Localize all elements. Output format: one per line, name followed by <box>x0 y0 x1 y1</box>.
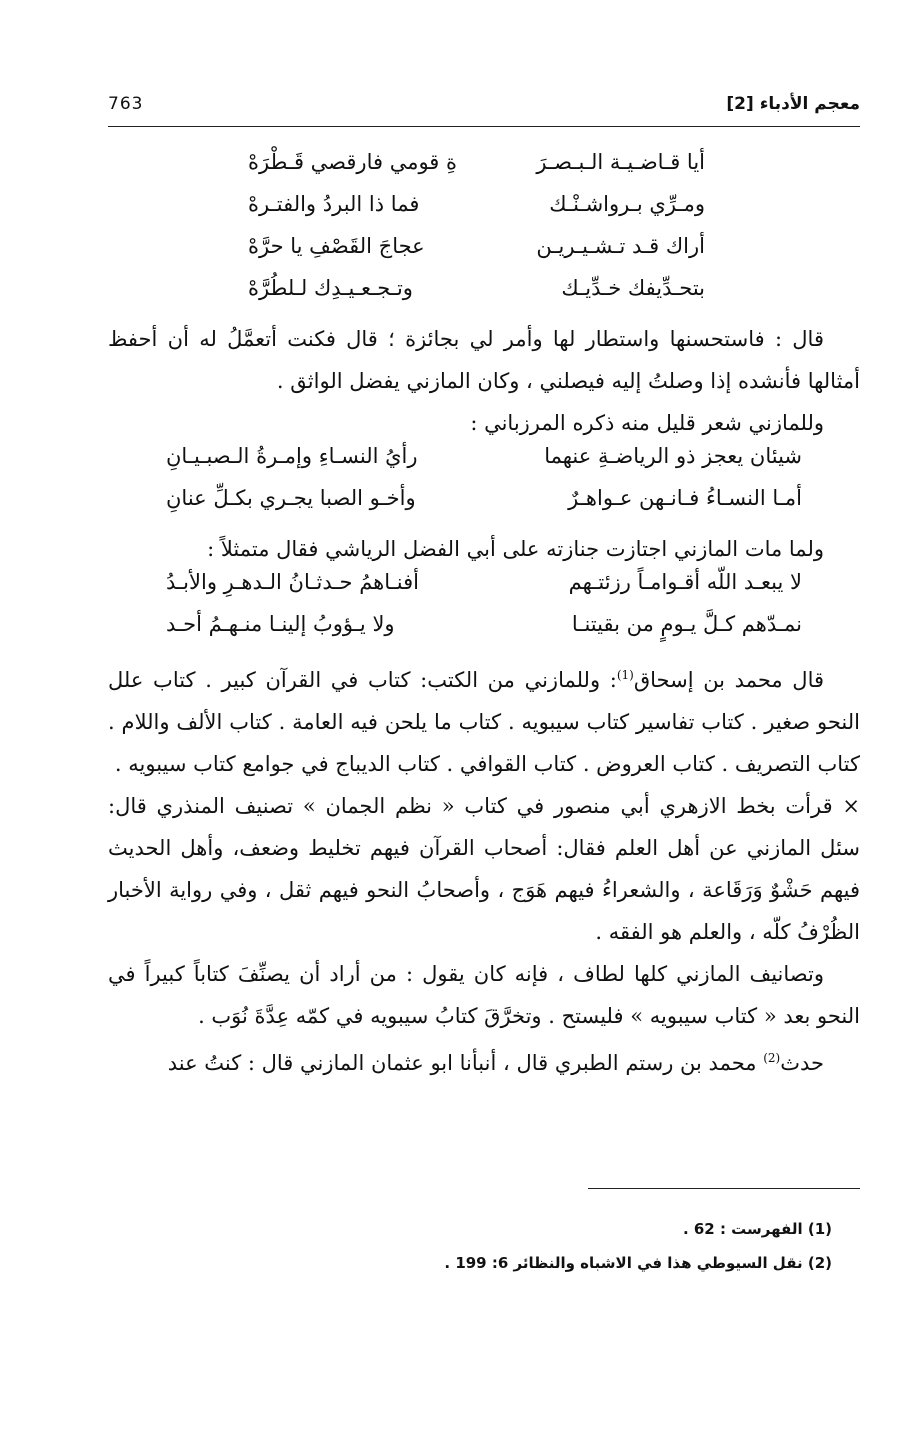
verse-line <box>108 150 860 192</box>
paragraph: قال : فاستحسنها واستطار لها وأمر لي بجائزة ؛ قال فكنت أتعمَّلُ له أن أحفظ أمثالها فأنشده إذا وصلتُ إليه فيصلني ، وكان المازني يفضل الواثق . <box>108 327 860 393</box>
verse-first-hemistich: لا يبعـد اللّه أقـوامـاً رزئتـهم <box>568 570 802 594</box>
poem-block <box>108 570 860 654</box>
verse-line <box>108 612 860 654</box>
footnote: (1) الفهرست : 62 . <box>682 1220 832 1238</box>
verse-second-hemistich: وتـجـعـيـدِك لـلطُرَّهْ <box>248 276 413 300</box>
poem-block <box>108 150 860 318</box>
paragraph: وتصانيف المازني كلها لطاف ، فإنه كان يقول : من أراد أن يصنِّفَ كتاباً كبيراً في النحو بعد « كتاب سيبويه » فليستح . وتخرَّقَ كتابُ سيبويه في كمّه عِدَّةَ نُوَب . <box>108 962 860 1028</box>
footnote: (2) نقل السيوطي هذا في الاشباه والنظائر 6: 199 . <box>444 1254 832 1272</box>
verse-second-hemistich: عجاجَ القَصْفِ يا حرَّهْ <box>248 234 425 258</box>
verse-first-hemistich: بتحـدِّيفك خـدِّيـك <box>561 276 705 300</box>
running-header <box>108 94 860 122</box>
header-divider <box>108 126 860 127</box>
verse-line <box>108 192 860 234</box>
paragraph-text: محمد بن رستم الطبري قال ، أنبأنا ابو عثمان المازني قال : كنتُ عند <box>167 1051 764 1075</box>
verse-first-hemistich: أيا قـاضـيـة الـبـصـرَ <box>536 150 705 174</box>
verse-second-hemistich: رأيُ النسـاءِ وإمـرةُ الـصبـيـانِ <box>166 444 418 468</box>
poem-block <box>108 444 860 528</box>
paragraph-text: قال محمد بن إسحاق <box>633 668 825 692</box>
page-number: 763 <box>108 94 144 114</box>
verse-second-hemistich: ولا يـؤوبُ إلينـا منـهـمُ أحـد <box>166 612 395 636</box>
paragraph: × قرأت بخط الازهري أبي منصور في كتاب « نظم الجمان » تصنيف المنذري قال: سئل المازني عن أهل العلم فقال: أصحاب القرآن فيهم تخليط وضعف، وأهل الحديث فيهم حَشْوٌ وَرَقَاعة ، والشعراءُ فيهم هَوَج ، وأصحابُ النحو فيهم ثقل ، وفي رواية الأخبار الظُرْفُ كلّه ، والعلم هو الفقه . <box>108 794 860 944</box>
paragraph: ولما مات المازني اجتازت جنازته على أبي الفضل الرياشي فقال متمثلاً : <box>207 537 824 561</box>
verse-first-hemistich: نمـدّهم كـلَّ يـومٍ من بقيتنـا <box>571 612 802 636</box>
footnotes <box>108 1212 832 1280</box>
verse-line <box>108 234 860 276</box>
paragraph-text: حدث <box>780 1051 824 1075</box>
header-title: معجم الأدباء [2] <box>726 94 860 114</box>
verse-first-hemistich: أراك قـد تـشـيـريـن <box>536 234 705 258</box>
verse-first-hemistich: ومـرِّي بـرواشـنْـك <box>549 192 705 216</box>
verse-line <box>108 570 860 612</box>
verse-second-hemistich: ةِ قومي فارقصي قَـطْرَهْ <box>248 150 458 174</box>
paragraph: وللمازني شعر قليل منه ذكره المرزباني : <box>470 411 824 435</box>
footnote-reference[interactable]: (2) <box>763 1051 781 1065</box>
page-body <box>108 150 860 1084</box>
verse-second-hemistich: فما ذا البردُ والفتـرهْ <box>248 192 420 216</box>
verse-first-hemistich: أمـا النسـاءُ فـانـهن عـواهـرٌ <box>568 486 802 510</box>
verse-second-hemistich: وأخـو الصبا يجـري بكـلِّ عنانِ <box>166 486 416 510</box>
verse-first-hemistich: شيئان يعجز ذو الرياضـةِ عنهما <box>544 444 802 468</box>
verse-line <box>108 276 860 318</box>
verse-line <box>108 444 860 486</box>
verse-line <box>108 486 860 528</box>
verse-second-hemistich: أفنـاهمُ حـدثـانُ الـدهـرِ والأبـدُ <box>166 570 420 594</box>
paragraph-text: : وللمازني من الكتب: كتاب في القرآن كبير . كتاب علل النحو صغير . كتاب تفاسير كتاب سيبويه . كتاب ما يلحن فيه العامة . كتاب الألف واللام . كتاب التصريف . كتاب العروض . كتاب القوافي . كتاب الديباج في جوامع كتاب سيبويه . <box>108 668 860 776</box>
footnote-reference[interactable]: (1) <box>616 668 634 682</box>
footnote-divider <box>588 1188 860 1189</box>
paragraph <box>108 1037 860 1084</box>
paragraph <box>108 654 860 785</box>
